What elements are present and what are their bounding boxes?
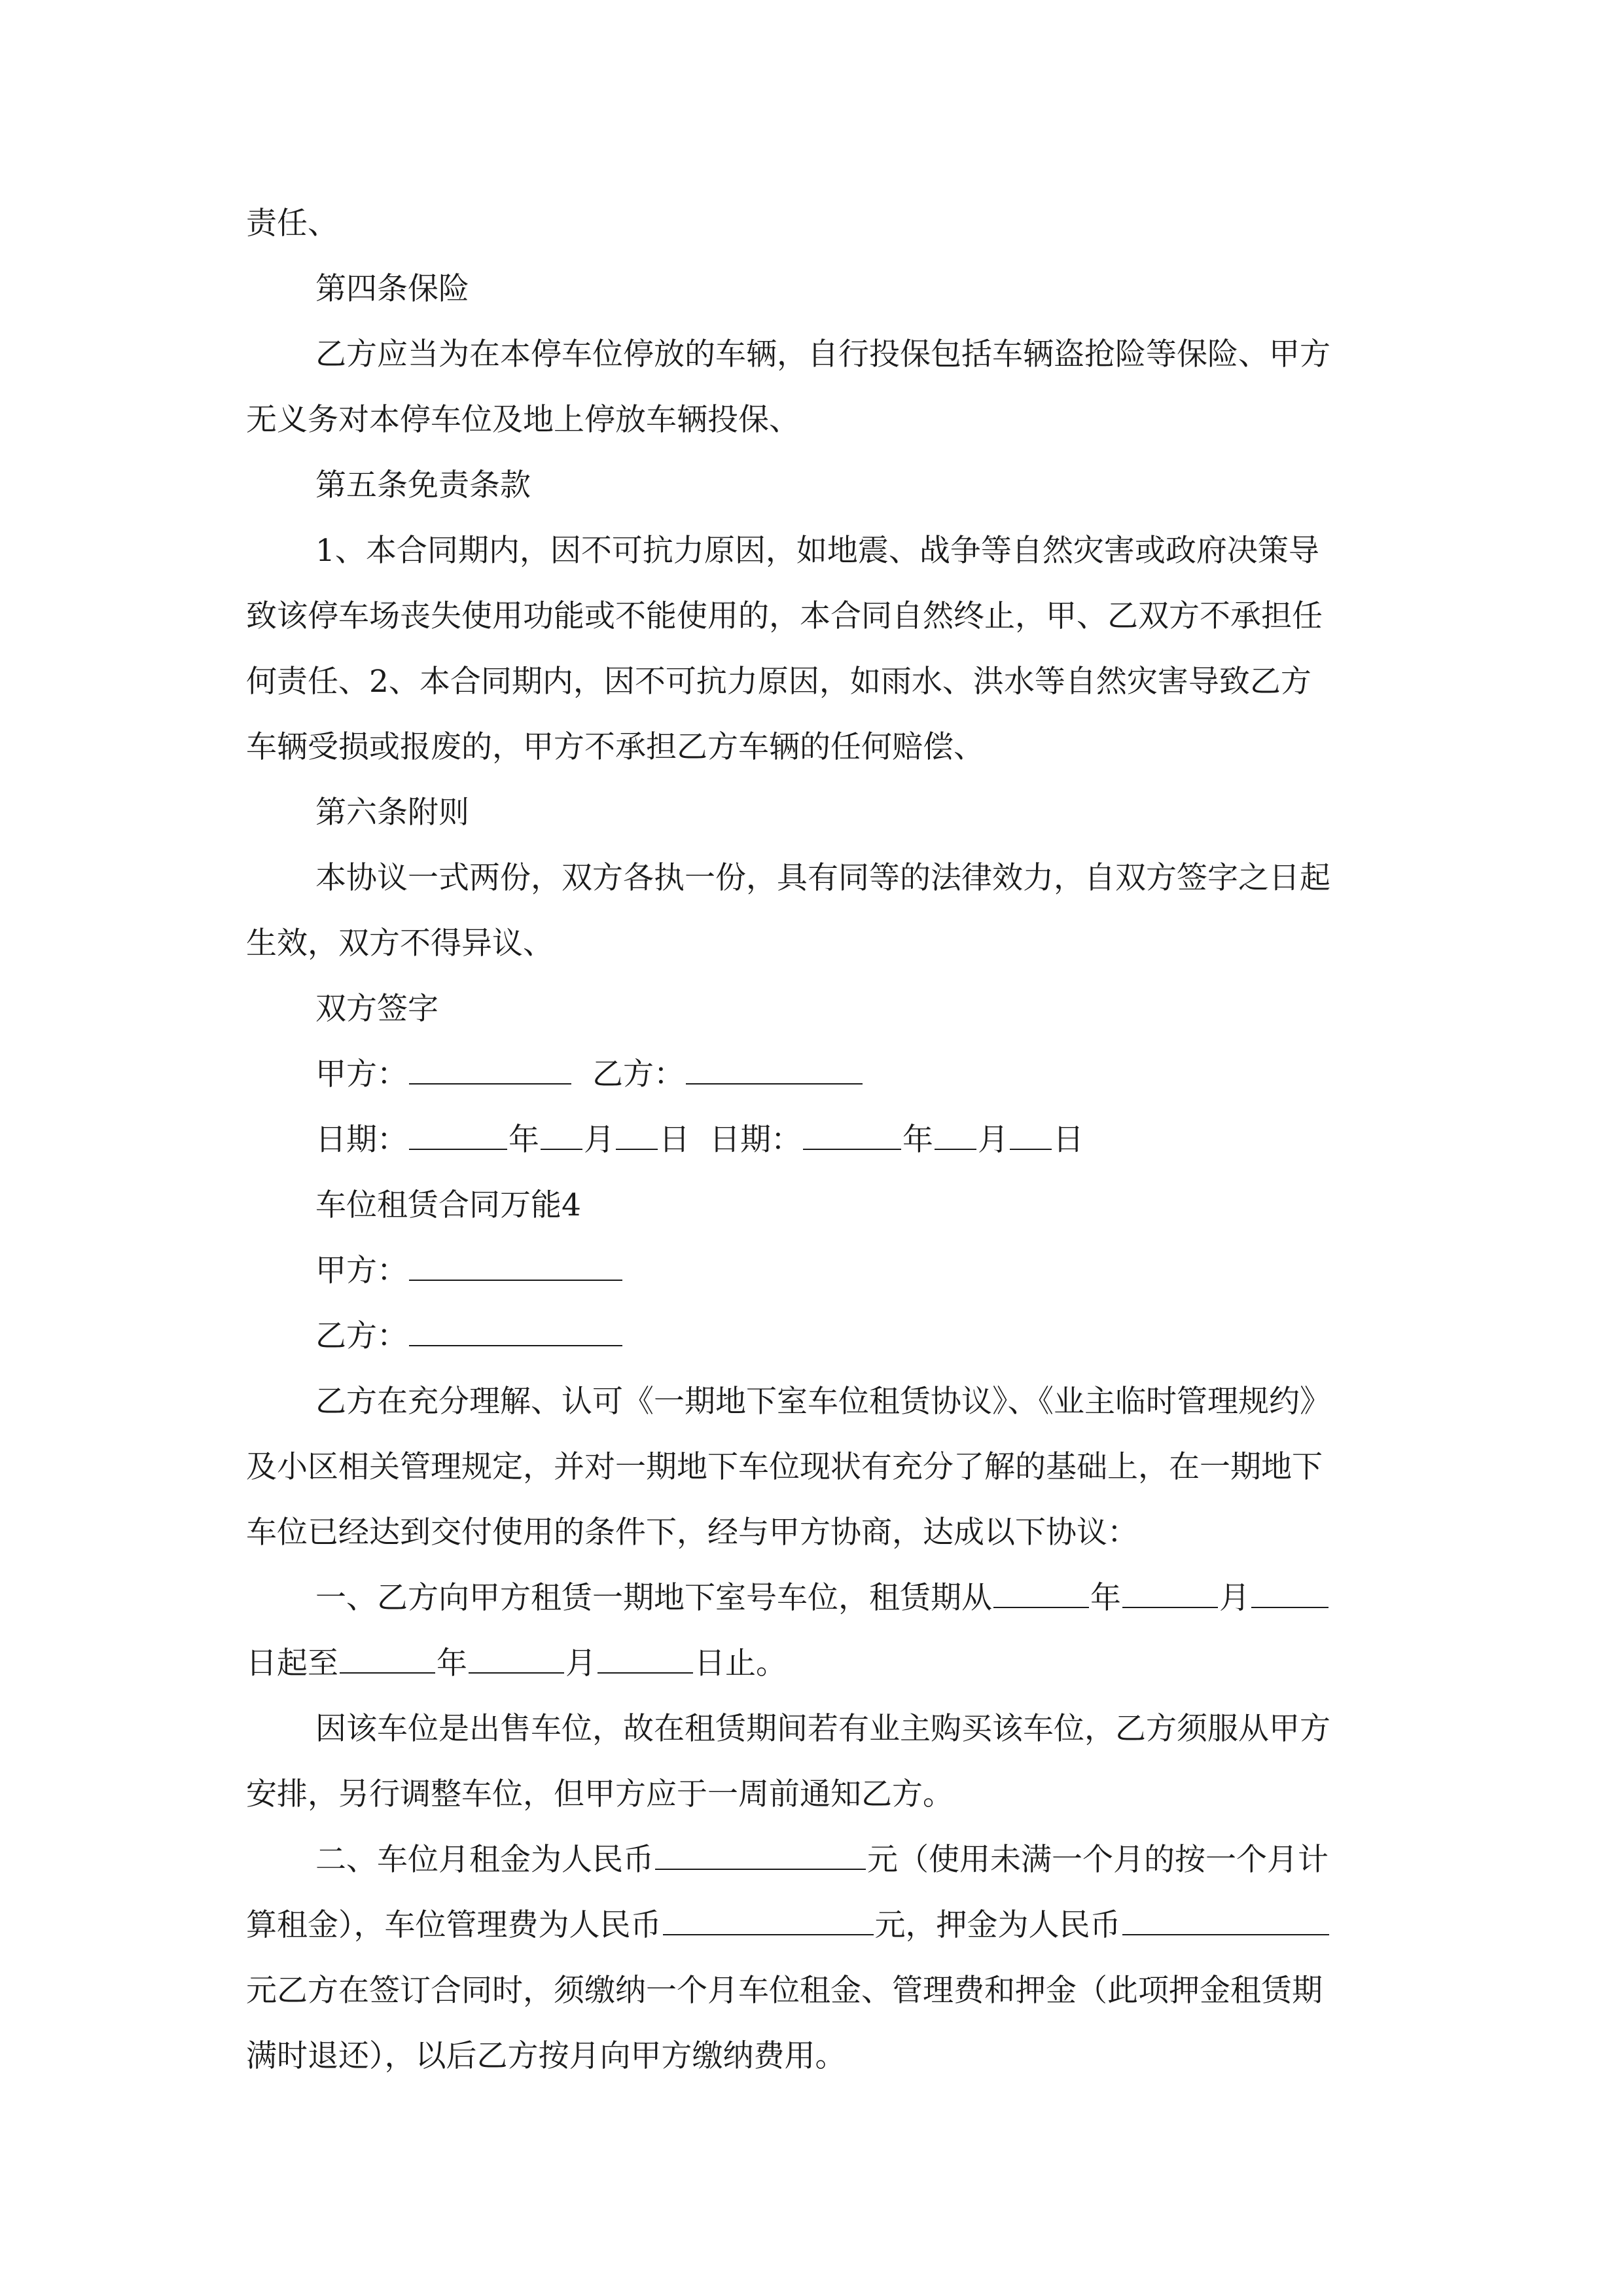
end-day-blank	[597, 1642, 693, 1674]
signature-date-line	[246, 1107, 1377, 1173]
text-line: 安排，另行调整车位，但甲方应于一周前通知乙方。	[246, 1776, 954, 1812]
clause-one-line	[246, 1566, 1377, 1631]
text-line: 本协议一式两份，双方各执一份，具有同等的法律效力，自双方签字之日起	[315, 860, 1330, 896]
deposit-blank	[1122, 1904, 1329, 1935]
contract-party-a-line	[246, 1238, 1377, 1304]
text-line: 1、本合同期内，因不可抗力原因，如地震、战争等自然灾害或政府决策导	[315, 533, 1319, 569]
text-line: 车辆受损或报废的，甲方不承担乙方车辆的任何赔偿、	[246, 729, 984, 765]
text-line: 生效，双方不得异议、	[246, 925, 554, 961]
end-month-blank	[469, 1642, 564, 1674]
section-heading-exemption: 第五条免责条款	[315, 467, 531, 503]
clause-one-text: 一、乙方向甲方租赁一期地下室号车位，租赁期从	[315, 1580, 992, 1616]
signature-heading: 双方签字	[315, 991, 438, 1027]
party-b-blank	[409, 1315, 622, 1346]
text-line: 元乙方在签订合同时，须缴纳一个月车位租金、管理费和押金（此项押金租赁期	[246, 1973, 1323, 2009]
year-blank	[803, 1119, 901, 1150]
party-a-blank	[409, 1249, 622, 1281]
end-year-blank	[340, 1642, 435, 1674]
month-label: 月	[584, 1122, 615, 1158]
clause-two-line-2	[246, 1893, 1377, 1958]
text-line: 责任、	[246, 206, 338, 242]
start-day-blank	[1251, 1577, 1329, 1608]
day-label: 日	[659, 1122, 690, 1158]
date-label: 日期：	[709, 1122, 802, 1158]
year-label: 年	[1090, 1580, 1121, 1616]
month-label: 月	[1219, 1580, 1250, 1616]
party-a-label: 甲方：	[315, 1253, 408, 1289]
clause-two-text: 元，押金为人民币	[874, 1907, 1121, 1943]
document-body	[246, 191, 1377, 2089]
party-a-label: 甲方：	[315, 1056, 408, 1092]
clause-two-line	[246, 1827, 1377, 1893]
contract-title: 车位租赁合同万能4	[315, 1187, 581, 1223]
day-blank	[616, 1119, 658, 1150]
text-line: 及小区相关管理规定，并对一期地下车位现状有充分了解的基础上，在一期地下	[246, 1449, 1323, 1485]
month-label: 月	[978, 1122, 1008, 1158]
rent-amount-blank	[655, 1839, 866, 1870]
year-label: 年	[902, 1122, 933, 1158]
party-a-signature-blank	[409, 1053, 571, 1085]
clause-two-text: 二、车位月租金为人民币	[315, 1842, 654, 1878]
party-b-label: 乙方：	[592, 1056, 685, 1092]
day-label: 日	[1053, 1122, 1084, 1158]
month-label: 月	[565, 1645, 596, 1681]
signature-party-line	[246, 1042, 1377, 1107]
section-heading-insurance: 第四条保险	[315, 271, 469, 307]
end-label: 日止。	[694, 1645, 787, 1681]
contract-party-b-line	[246, 1304, 1377, 1369]
date-label: 日期：	[315, 1122, 408, 1158]
text-line: 无义务对本停车位及地上停放车辆投保、	[246, 402, 800, 438]
clause-two-text: 元（使用未满一个月的按一个月计	[867, 1842, 1329, 1878]
management-fee-blank	[663, 1904, 874, 1935]
text-line: 因该车位是出售车位，故在租赁期间若有业主购买该车位，乙方须服从甲方	[315, 1711, 1330, 1747]
month-blank	[935, 1119, 976, 1150]
text-line: 何责任、2、本合同期内，因不可抗力原因，如雨水、洪水等自然灾害导致乙方	[246, 664, 1311, 700]
year-label: 年	[437, 1645, 467, 1681]
month-blank	[541, 1119, 582, 1150]
start-year-blank	[993, 1577, 1089, 1608]
text-line: 满时退还），以后乙方按月向甲方缴纳费用。	[246, 2038, 846, 2074]
party-b-signature-blank	[686, 1053, 863, 1085]
text-line: 乙方在充分理解、认可《一期地下室车位租赁协议》、《业主临时管理规约》	[315, 1384, 1330, 1420]
day-blank	[1010, 1119, 1052, 1150]
text-line: 乙方应当为在本停车位停放的车辆，自行投保包括车辆盗抢险等保险、甲方	[315, 336, 1330, 372]
party-b-label: 乙方：	[315, 1318, 408, 1354]
year-blank	[409, 1119, 507, 1150]
clause-one-line-2	[246, 1631, 1377, 1696]
start-label: 日起至	[246, 1645, 338, 1681]
year-label: 年	[508, 1122, 539, 1158]
section-heading-supplementary: 第六条附则	[315, 795, 469, 831]
start-month-blank	[1122, 1577, 1218, 1608]
text-line: 致该停车场丧失使用功能或不能使用的，本合同自然终止，甲、乙双方不承担任	[246, 598, 1323, 634]
clause-two-text: 算租金），车位管理费为人民币	[246, 1907, 662, 1943]
text-line: 车位已经达到交付使用的条件下，经与甲方协商，达成以下协议：	[246, 1515, 1138, 1551]
